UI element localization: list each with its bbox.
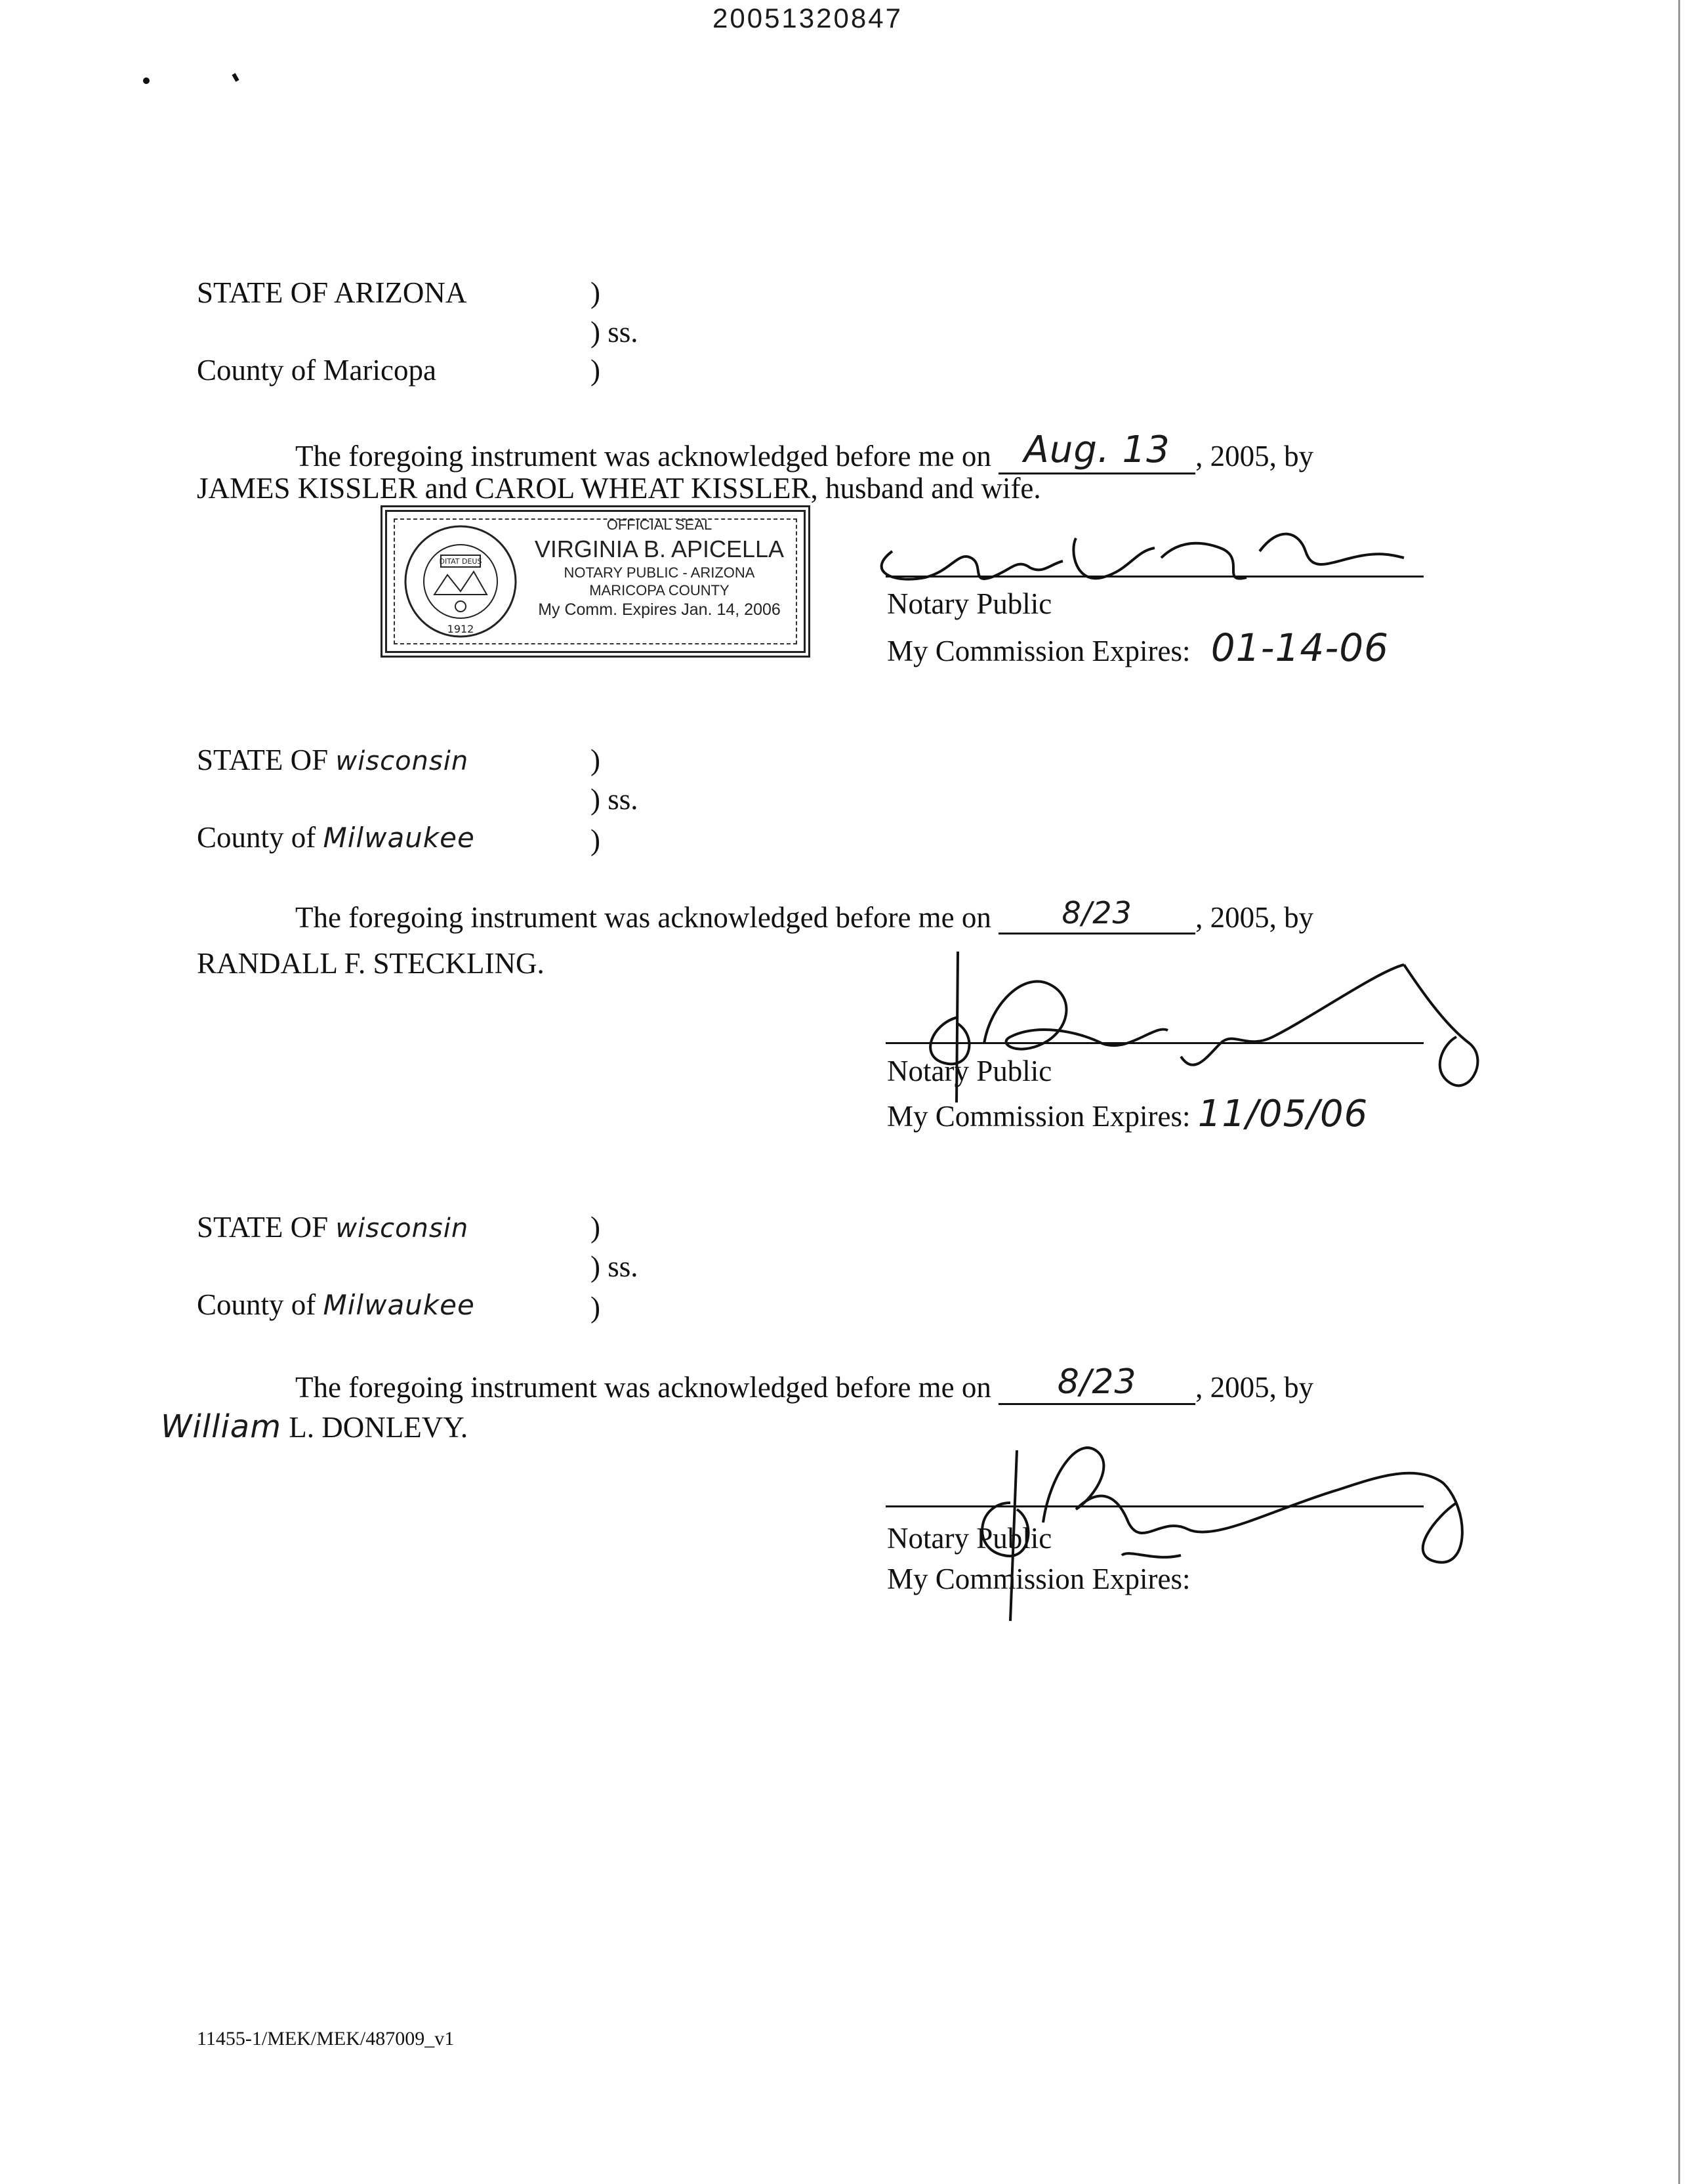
- expires-handwritten: 01-14-06: [1210, 625, 1390, 670]
- county-handwritten: Milwaukee: [323, 1289, 475, 1321]
- party-line-3: [161, 1408, 468, 1445]
- expires-label: My Commission Expires:: [887, 1563, 1191, 1595]
- acknowledgment-line-1: [295, 429, 1314, 474]
- ss-label: ) ss.: [590, 783, 638, 816]
- county-label: County of: [197, 1288, 316, 1321]
- paren: ): [590, 354, 600, 387]
- ack-prefix: The foregoing instrument was acknowledged before me on: [295, 901, 991, 934]
- notary-public-label-3: Notary Public: [887, 1522, 1052, 1555]
- county-handwritten: Milwaukee: [323, 822, 475, 854]
- ss-label: ) ss.: [590, 1250, 638, 1283]
- state-seal-emblem: [402, 522, 520, 640]
- ack-prefix: The foregoing instrument was acknowledged before me on: [295, 1371, 991, 1404]
- county-line-3: [197, 1290, 475, 1320]
- state-line-1: [197, 278, 466, 308]
- scan-edge: [1678, 0, 1680, 2184]
- paren: ): [590, 824, 600, 856]
- state-label: STATE OF ARIZONA: [197, 276, 467, 309]
- seal-official: OFFICIAL SEAL: [606, 516, 712, 533]
- county-line-1: [197, 356, 436, 385]
- party-names: JAMES KISSLER and CAROL WHEAT KISSLER, husband and wife.: [197, 472, 1041, 505]
- expires-handwritten: 11/05/06: [1197, 1093, 1369, 1135]
- seal-notary-name: VIRGINIA B. APICELLA: [534, 535, 785, 562]
- ack-date-handwritten: Aug. 13: [1023, 429, 1170, 471]
- acknowledgment-line-3: [295, 1362, 1314, 1405]
- paren: ): [590, 276, 600, 309]
- ack-date-blank: [999, 895, 1195, 934]
- state-handwritten: wisconsin: [335, 746, 469, 776]
- seal-commission: My Comm. Expires Jan. 14, 2006: [538, 600, 781, 619]
- signature-line-1: [886, 576, 1424, 578]
- party-line-2: [197, 949, 545, 978]
- party-first-name-handwritten: William: [161, 1408, 281, 1445]
- document-number: 20051320847: [712, 3, 903, 33]
- state-handwritten: wisconsin: [335, 1213, 469, 1244]
- commission-expires-1: [887, 625, 1390, 670]
- state-line-3: [197, 1213, 468, 1242]
- notary-public-label-2: Notary Public: [887, 1055, 1052, 1087]
- party-names: L. DONLEVY.: [289, 1411, 468, 1444]
- seal-year: 1912: [447, 623, 474, 635]
- ack-date-blank: [999, 429, 1195, 474]
- ack-suffix: , 2005, by: [1195, 901, 1314, 934]
- party-names: RANDALL F. STECKLING.: [197, 947, 545, 980]
- county-label: County of Maricopa: [197, 354, 436, 387]
- notary-public-label-1: Notary Public: [887, 587, 1052, 620]
- signature-line-3: [886, 1505, 1424, 1507]
- notary-signature-1: [853, 512, 1443, 597]
- county-label: County of: [197, 821, 316, 854]
- ack-suffix: , 2005, by: [1195, 440, 1314, 472]
- state-line-2: [197, 746, 468, 775]
- commission-expires-3: [887, 1563, 1191, 1594]
- state-label: STATE OF: [197, 1211, 329, 1244]
- ack-suffix: , 2005, by: [1195, 1371, 1314, 1404]
- scan-speck: [232, 73, 239, 81]
- expires-label: My Commission Expires:: [887, 1100, 1191, 1133]
- notary-seal-stamp: [381, 505, 810, 658]
- commission-expires-2: [887, 1093, 1369, 1135]
- ack-date-handwritten: 8/23: [1061, 895, 1132, 931]
- acknowledgment-line-2: [295, 895, 1314, 934]
- scan-speck: [143, 77, 150, 84]
- footer-reference: 11455-1/MEK/MEK/487009_v1: [197, 2028, 455, 2049]
- seal-text-block: [528, 516, 791, 620]
- seal-title: NOTARY PUBLIC - ARIZONA: [564, 564, 755, 581]
- paren: ): [590, 744, 600, 776]
- party-line-1: [197, 474, 1041, 503]
- ss-label: ) ss.: [590, 316, 638, 348]
- expires-label: My Commission Expires:: [887, 635, 1191, 667]
- ack-date-blank: [999, 1362, 1195, 1405]
- signature-line-2: [886, 1042, 1424, 1044]
- paren: ): [590, 1291, 600, 1324]
- county-line-2: [197, 823, 475, 852]
- paren: ): [590, 1211, 600, 1244]
- ack-date-handwritten: 8/23: [1057, 1362, 1137, 1402]
- state-label: STATE OF: [197, 744, 329, 776]
- ack-prefix: The foregoing instrument was acknowledged before me on: [295, 440, 991, 472]
- seal-county: MARICOPA COUNTY: [589, 582, 730, 598]
- seal-motto: DITAT DEUS: [439, 557, 482, 566]
